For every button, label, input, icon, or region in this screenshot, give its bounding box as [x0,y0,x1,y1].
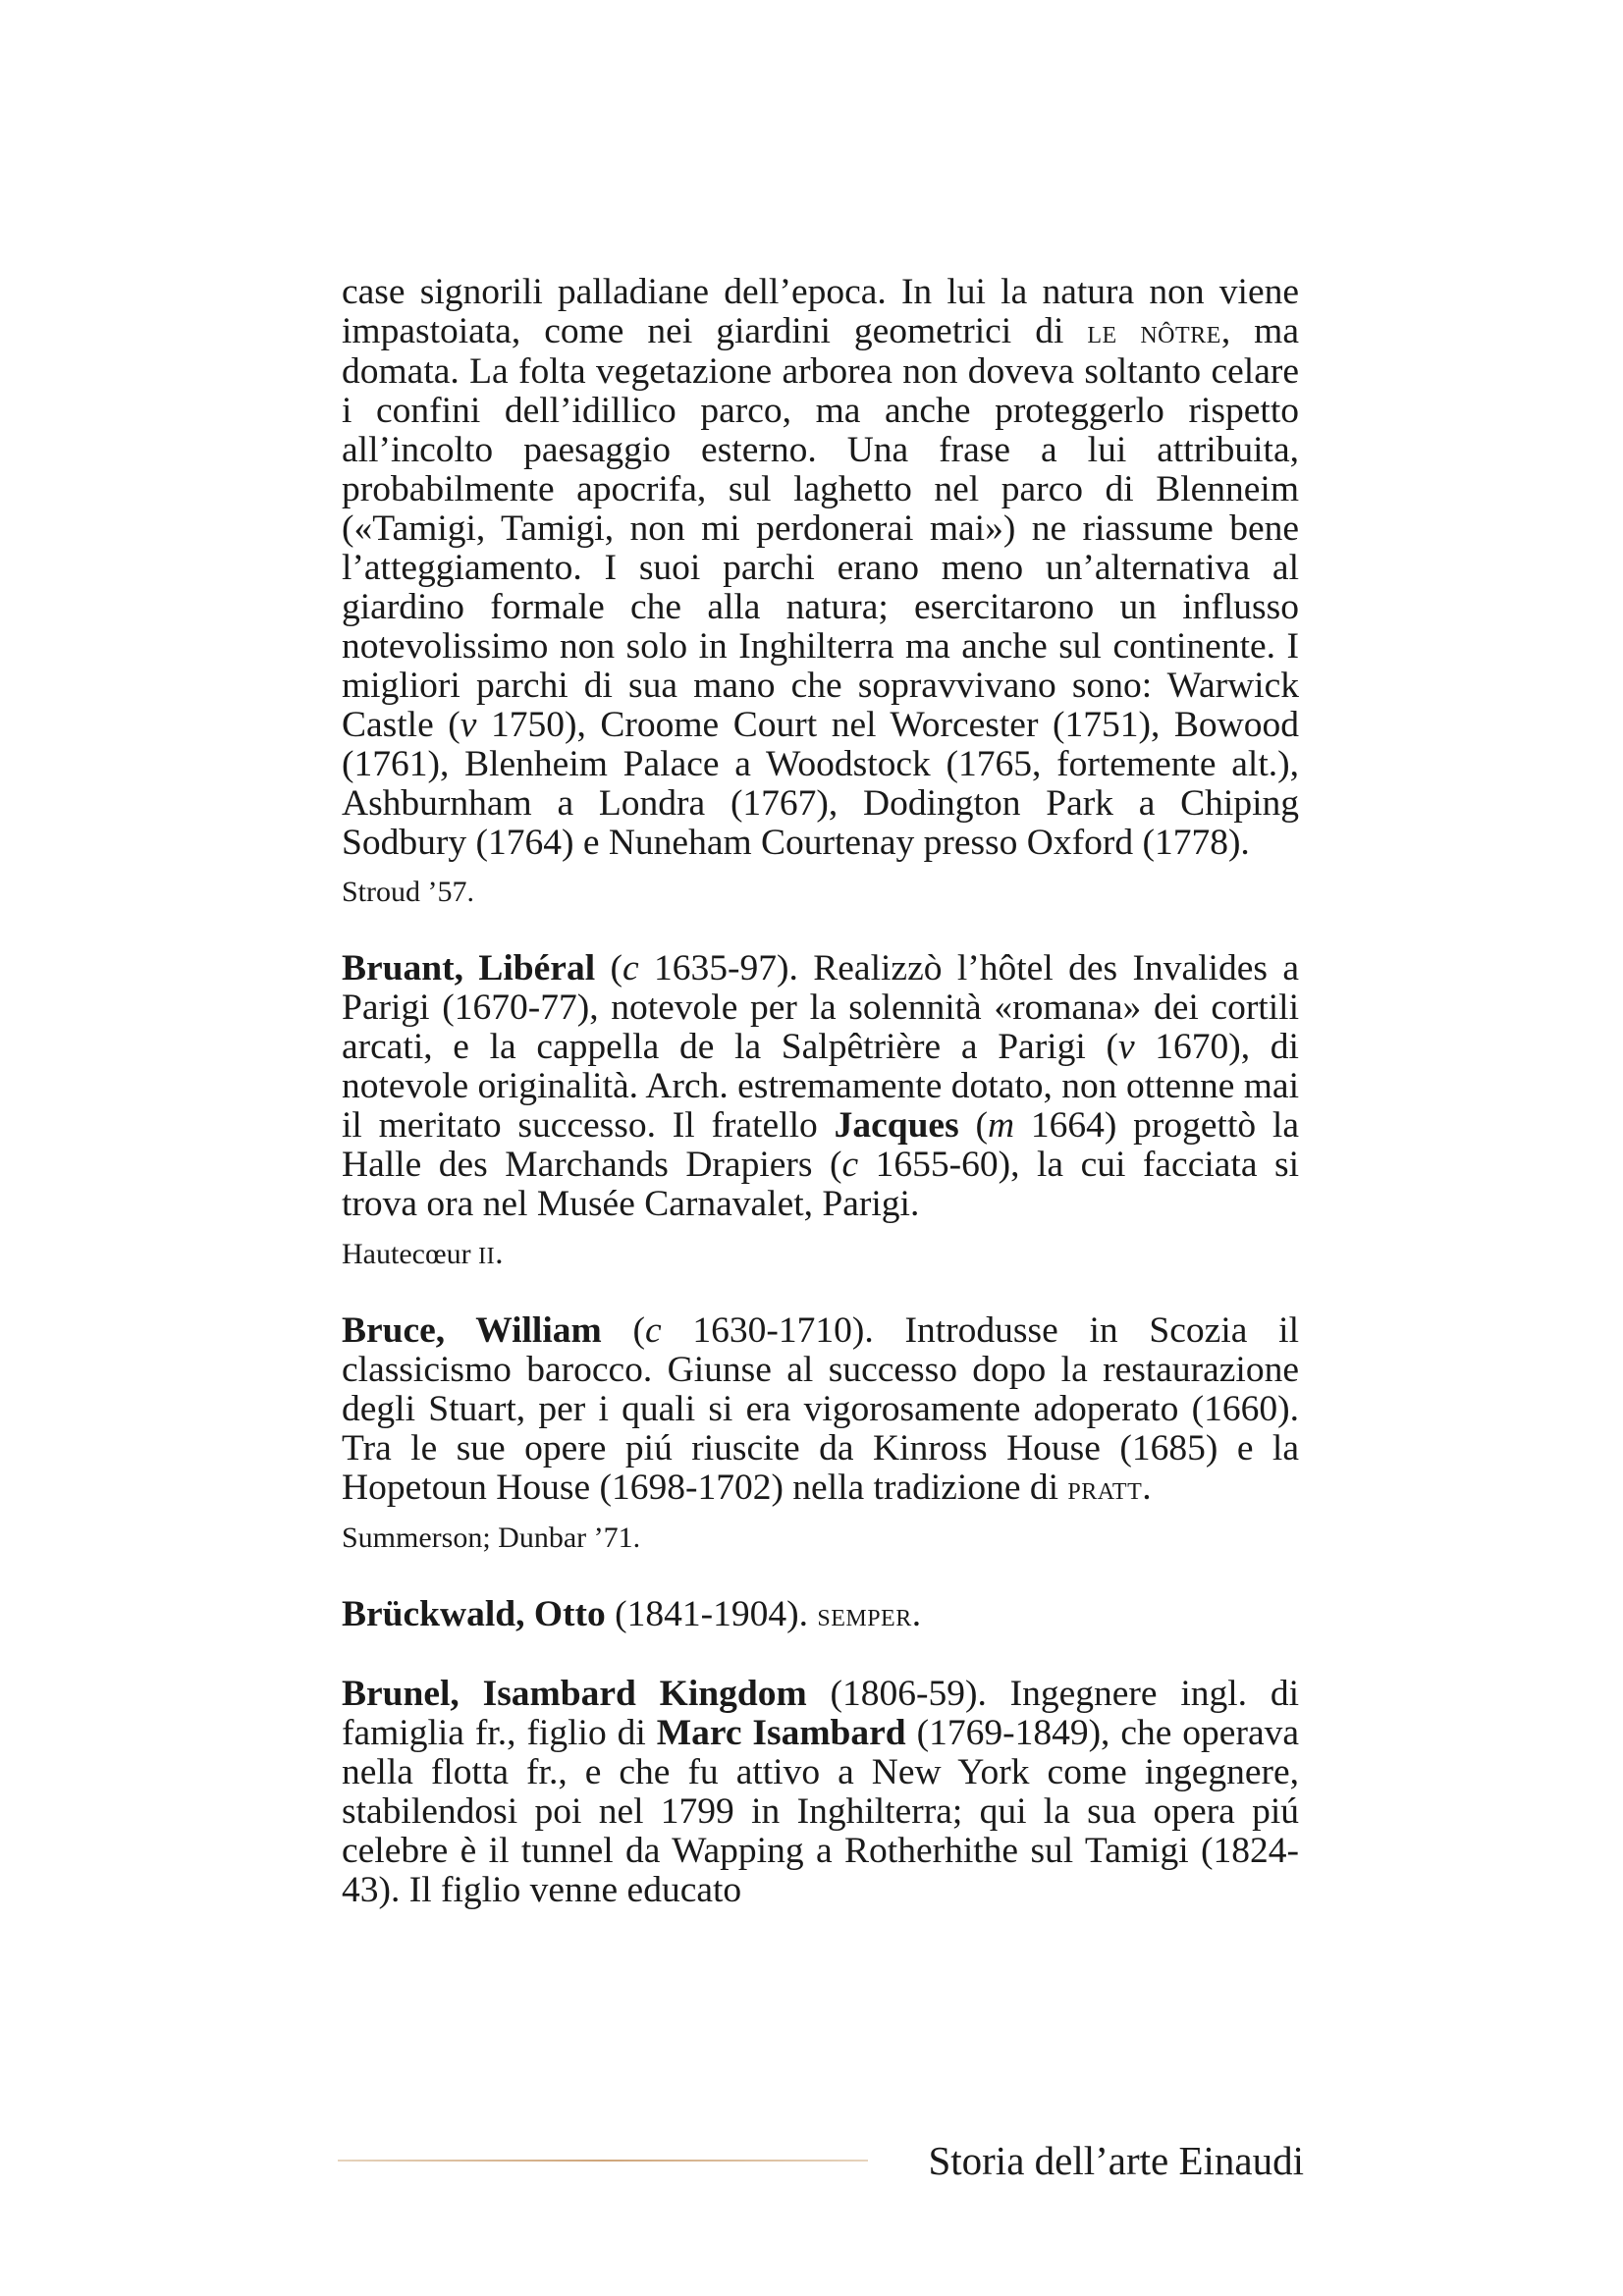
page-body [342,273,1299,1910]
footer-label: Storia dell’arte Einaudi [928,2138,1304,2183]
text-run: 1750), Croome Court nel Worcester (1751), Bowood (1761), Blenheim Palace a Woodstock (1765, fortemente alt.), Ashburnham a Londra (1767), Dodington Park a Chiping Sodbury (1764) e Nuneham Courtenay presso Oxford (1778). [342,705,1299,863]
cross-reference: semper [817,1597,912,1633]
entry-text [342,949,1299,1224]
text-run: . [1142,1468,1152,1508]
abbreviation: m [987,1105,1015,1146]
entry-continuation-text [342,273,1299,863]
text-run: case signorili palladiane dell’epoca. In lui la natura non viene impastoiata, come nei giardini geometrici di [342,272,1299,351]
entry-headword: Brückwald, Otto [342,1594,606,1634]
entry-bruce [342,1311,1299,1556]
text-run: Hautecœur [342,1238,479,1270]
text-run: 1664) progettò la Halle des Marchands Drapiers ( [342,1105,1299,1185]
bibliography-ref [342,1236,1299,1272]
entry-text [342,1595,1299,1635]
abbreviation: v [460,705,477,745]
text-run: (1841-1904). [605,1594,818,1634]
footer-rule [338,2160,868,2162]
abbreviation: c [841,1145,859,1185]
entry-brunel [342,1675,1299,1910]
abbreviation: c [622,948,639,988]
entry-text [342,1675,1299,1910]
entry-headword: Brunel, Isambard Kingdom [342,1674,807,1714]
related-name: Jacques [834,1105,959,1146]
text-run: ( [958,1105,988,1146]
text-run: . [911,1594,922,1634]
entry-headword: Bruant, Libéral [342,948,596,988]
entry-text [342,1311,1299,1509]
volume-number: ii. [478,1235,505,1271]
text-run: ( [595,948,622,988]
abbreviation: c [645,1310,662,1351]
bibliography-ref: Stroud ’57. [342,876,474,908]
text-run: (1806-59). Ingegnere ingl. di famiglia fr., figlio di [342,1674,1299,1753]
cross-reference: le nôtre [1087,314,1221,350]
entry-bruant [342,949,1299,1272]
text-run: 1630-1710). Introdusse in Scozia il classicismo barocco. Giunse al successo dopo la restaurazione degli Stuart, per i quali si era vigorosamente adoperato (1660). Tra le sue opere piú riuscite da Kinross House (1685) e la Hopetoun House (1698-1702) nella tradizione di [342,1310,1299,1508]
text-run: (1769-1849), che operava nella flotta fr., e che fu attivo a New York come ingegnere, stabilendosi poi nel 1799 in Inghilterra; qui la sua opera piú celebre è il tunnel da Wapping a Rotherhithe sul Tamigi (1824-43). Il figlio venne educato [342,1713,1299,1910]
related-name: Marc Isambard [656,1713,906,1753]
bibliography-ref: Summerson; Dunbar ’71. [342,1522,641,1554]
text-run: 1670), di notevole originalità. Arch. estremamente dotato, non ottenne mai il meritato successo. Il fratello [342,1027,1299,1146]
cross-reference: pratt [1067,1470,1143,1507]
text-run: , ma domata. La folta vegetazione arborea non doveva soltanto celare i confini dell’idillico parco, ma anche proteggerlo rispetto all’incolto paesaggio esterno. Una frase a lui attribuita, probabilmente apocrifa, sul laghetto nel parco di Blenneim («Tamigi, Tamigi, non mi perdonerai mai») ne riassume bene l’atteggiamento. I suoi parchi erano meno un’alternativa al giardino formale che alla natura; esercitarono un influsso notevolissimo non solo in Inghilterra ma anche sul continente. I migliori parchi di sua mano che sopravvivano sono: Warwick Castle ( [342,311,1299,745]
entry-bruckwald [342,1595,1299,1635]
text-run: ( [601,1310,645,1351]
page-footer [338,2131,1304,2190]
text-run: 1655-60), la cui facciata si trova ora nel Musée Carnavalet, Parigi. [342,1145,1299,1224]
text-run: 1635-97). Realizzò l’hôtel des Invalides a Parigi (1670-77), notevole per la solennità «romana» dei cortili arcati, e la cappella de la Salpêtrière a Parigi ( [342,948,1299,1067]
abbreviation: v [1117,1027,1135,1067]
entry-headword: Bruce, William [342,1310,602,1351]
